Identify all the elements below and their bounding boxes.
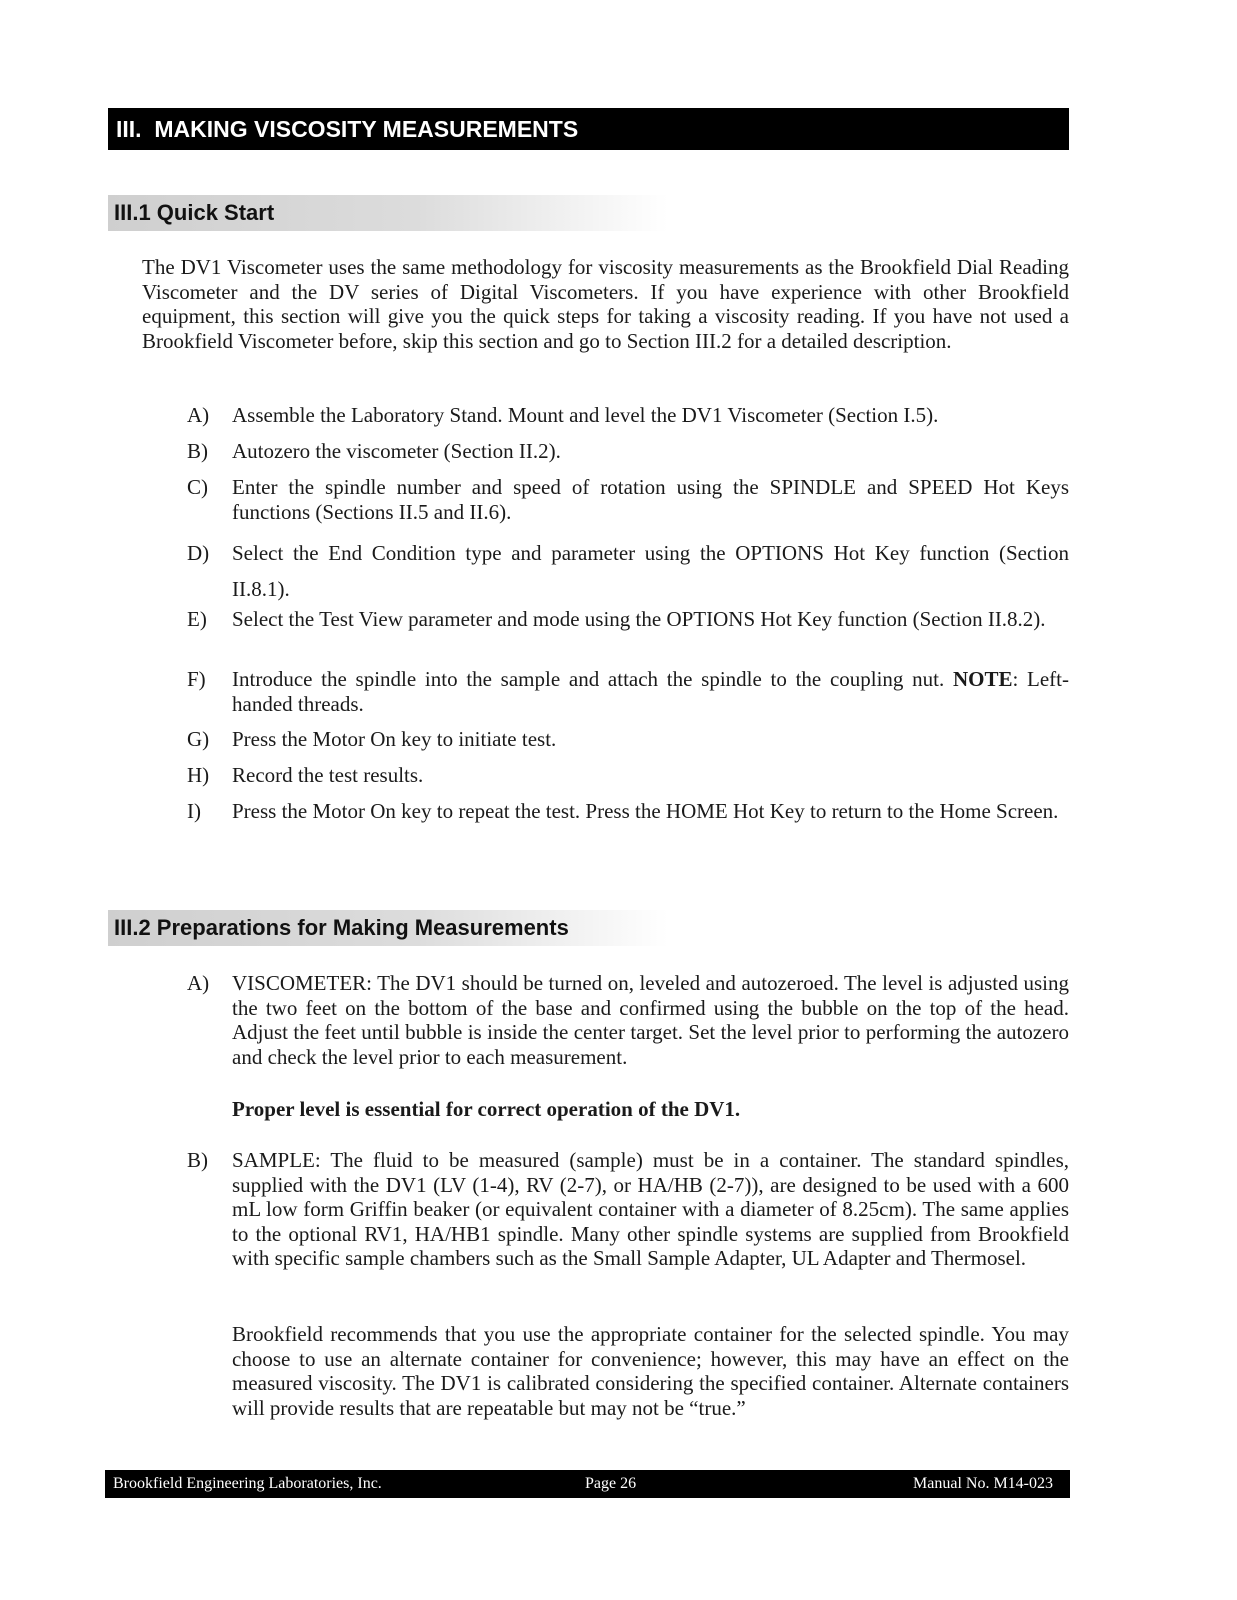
item-text: VISCOMETER: The DV1 should be turned on, leveled and autozeroed. The level is adjusted using the two feet on the bottom of the base and confirmed using the bubble on the top of the head. Adjust the feet until bubble is inside the center target. Set the level prior to performing the autozero and check the level prior to each measurement. [232, 971, 1069, 1069]
step-letter: E) [187, 607, 207, 631]
page-footer [105, 1470, 1070, 1498]
step-item [187, 439, 1069, 464]
step-text: Enter the spindle number and speed of rotation using the SPINDLE and SPEED Hot Keys functions (Sections II.5 and II.6). [232, 475, 1069, 524]
container-recommendation: Brookfield recommends that you use the appropriate container for the selected spindle. You may choose to use an alternate container for convenience; however, this may have an effect on the measured viscosity. The DV1 is calibrated considering the specified container. Alternate containers will provide results that are repeatable but may not be “true.” [232, 1322, 1069, 1420]
step-item [187, 727, 1069, 752]
step-item [187, 667, 1069, 716]
step-text: Assemble the Laboratory Stand. Mount and level the DV1 Viscometer (Section I.5). [232, 403, 939, 427]
preparation-item [187, 971, 1069, 1069]
step-item [187, 607, 1069, 632]
preparations-heading: III.2 Preparations for Making Measurements [108, 910, 668, 946]
note-label: NOTE [952, 667, 1013, 691]
section-header: III. MAKING VISCOSITY MEASUREMENTS [108, 108, 1069, 150]
step-text [232, 667, 1069, 716]
step-text: Press the Motor On key to initiate test. [232, 727, 557, 751]
step-letter: F) [187, 667, 206, 691]
step-item [187, 475, 1069, 524]
quick-start-heading: III.1 Quick Start [108, 195, 668, 231]
step-letter: C) [187, 475, 208, 499]
step-item [187, 763, 1069, 788]
step-text: Select the End Condition type and parameter using the OPTIONS Hot Key function (Section II.8.1). [232, 541, 1069, 601]
item-text: SAMPLE: The fluid to be measured (sample) must be in a container. The standard spindles, supplied with the DV1 (LV (1-4), RV (2-7), or HA/HB (2-7)), are designed to be used with a 600 mL low form Griffin beaker (or equivalent container with a diameter of 8.25cm). The same applies to the optional RV1, HA/HB1 spindle. Many other spindle systems are supplied from Brookfield with specific sample chambers such as the Small Sample Adapter, UL Adapter and Thermosel. [232, 1148, 1069, 1270]
step-item [187, 535, 1069, 607]
step-text: Press the Motor On key to repeat the test. Press the HOME Hot Key to return to the Home Screen. [232, 799, 1059, 823]
footer-manual-number: Manual No. M14-023 [913, 1475, 1053, 1492]
level-note: Proper level is essential for correct operation of the DV1. [232, 1097, 741, 1121]
step-letter: B) [187, 439, 208, 463]
item-letter: A) [187, 971, 210, 995]
step-letter: G) [187, 727, 210, 751]
quick-start-intro: The DV1 Viscometer uses the same methodology for viscosity measurements as the Brookfield Dial Reading Viscometer and the DV series of Digital Viscometers. If you have experience with other Brookfield equipment, this section will give you the quick steps for taking a viscosity reading. If you have not used a Brookfield Viscometer before, skip this section and go to Section III.2 for a detailed description. [142, 255, 1069, 353]
footer-page-number: Page 26 [585, 1475, 637, 1492]
step-item [187, 799, 1069, 824]
step-letter: I) [187, 799, 201, 823]
step-text-after: : Left-handed threads. [232, 667, 1070, 716]
step-text: Autozero the viscometer (Section II.2). [232, 439, 561, 463]
item-letter: B) [187, 1148, 208, 1172]
step-text: Select the Test View parameter and mode using the OPTIONS Hot Key function (Section II.8.2). [232, 607, 1046, 631]
step-text-before: Introduce the spindle into the sample and attach the spindle to the coupling nut. [232, 667, 953, 691]
step-text: Record the test results. [232, 763, 424, 787]
footer-company: Brookfield Engineering Laboratories, Inc. [113, 1475, 382, 1492]
step-letter: H) [187, 763, 210, 787]
step-letter: D) [187, 541, 210, 565]
preparation-item [187, 1148, 1069, 1271]
step-item [187, 403, 1069, 428]
step-letter: A) [187, 403, 210, 427]
